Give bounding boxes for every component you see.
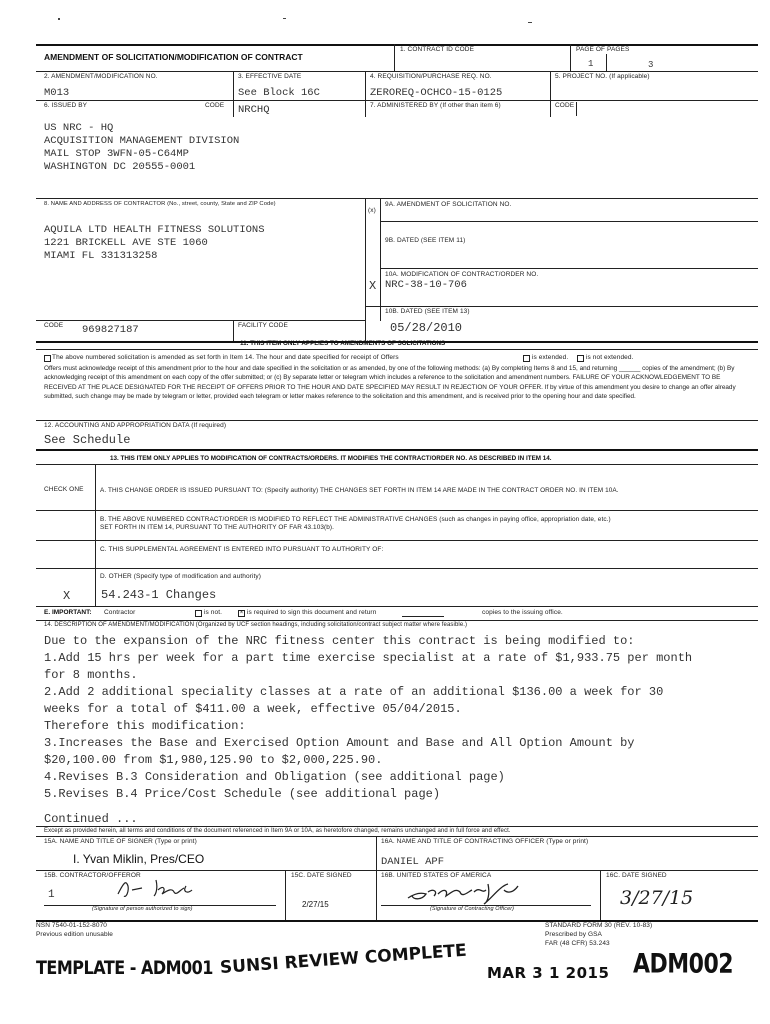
contractor-offeror-label: 15B. CONTRACTOR/OFFEROR xyxy=(44,872,141,879)
item-11-checkbox[interactable] xyxy=(44,355,51,362)
contractor-signature xyxy=(112,876,212,902)
description-line-2: 1.Add 15 hrs per week for a part time exercise specialist at a rate of $1,933.75 per month xyxy=(44,651,693,665)
description-line-10: 5.Revises B.4 Price/Cost Schedule (see additional page) xyxy=(44,787,441,801)
issued-by-line-3: MAIL STOP 3WFN-05-C64MP xyxy=(44,148,189,160)
is-not-label: is not. xyxy=(204,609,223,616)
item-13d-value: 54.243-1 Changes xyxy=(101,588,217,602)
contractor-line-3: MIAMI FL 331313258 xyxy=(44,250,158,262)
item-13b: B. THE ABOVE NUMBERED CONTRACT/ORDER IS MODIFIED TO REFLECT THE ADMINISTRATIVE CHANGES (such as changes in paying office, appropriation date, etc.) SET FORTH IN ITEM 14, PURSUANT TO THE AUTHORITY OF FAR 43.103(b). xyxy=(100,516,611,531)
administered-by-code-label: CODE xyxy=(555,102,575,109)
contracting-officer-label: 16A. NAME AND TITLE OF CONTRACTING OFFICER (Type or print) xyxy=(381,838,589,845)
project-no-label: 5. PROJECT NO. (If applicable) xyxy=(555,73,650,80)
contractor-sig-caption: (Signature of person authorized to sign) xyxy=(92,906,193,912)
block-10-check: X xyxy=(369,279,377,293)
important-contractor: Contractor xyxy=(104,609,136,616)
sunsi-review-stamp: SUNSI REVIEW COMPLETE xyxy=(219,940,468,978)
item-13d: D. OTHER (Specify type of modification and authority) xyxy=(100,573,262,580)
facility-code-label: FACILITY CODE xyxy=(238,322,288,329)
date-signed-16c: 3/27/15 xyxy=(620,887,694,909)
description-line-7: 3.Increases the Base and Exercised Option Amount and Base and All Option Amount by xyxy=(44,736,635,750)
is-required-checkbox[interactable]: × xyxy=(239,610,244,616)
contractor-label: 8. NAME AND ADDRESS OF CONTRACTOR (No., street, county, State and ZIP Code) xyxy=(44,201,276,207)
requisition-no: ZEROREQ-OCHCO-15-0125 xyxy=(370,87,503,99)
description-line-1: Due to the expansion of the NRC fitness center this contract is being modified to: xyxy=(44,634,635,648)
modification-no: NRC-38-10-706 xyxy=(385,279,467,291)
effective-date-label: 3. EFFECTIVE DATE xyxy=(238,73,302,80)
item-11-body: Offers must acknowledge receipt of this amendment prior to the hour and date specified in the solicitation or as amended, by one of the following methods: (a) By completing Items 8 and 15, and returning ______ copies of the amendment; (b) By acknowledging receipt of this amendment on each copy of the offer submitted; or (c) By separate letter or telegram which includes a reference to the solicitation and amendment numbers. FAILURE OF YOUR ACKNOWLEDGEMENT TO BE RECEIVED AT THE PLACE DESIGNATED FOR THE RECEIPT OF OFFERS PRIOR TO THE HOUR AND DATE SPECIFIED MAY RESULT IN REJECTION OF YOUR OFFER. If by virtue of this amendment you desire to change an offer already submitted, such change may be made by telegram or letter, provided each telegram or letter makes reference to the solicitation and this amendment, and is received prior to the opening hour and date specified. xyxy=(44,365,736,400)
except-clause: Except as provided herein, all terms and conditions of the document referenced in Item 9A or 10A, as heretofore changed, remains unchanged and in full force and effect. xyxy=(44,828,511,834)
contract-id-code-label: 1. CONTRACT ID CODE xyxy=(400,46,475,53)
dated-9b-label: 9B. DATED (SEE ITEM 11) xyxy=(385,237,466,244)
dated-10b: 05/28/2010 xyxy=(390,321,463,335)
description-line-3: for 8 months. xyxy=(44,668,138,682)
contractor-mark: 1 xyxy=(48,889,55,901)
is-not-checkbox[interactable] xyxy=(195,610,202,617)
scan-speck xyxy=(283,18,286,19)
is-extended-label: is extended. xyxy=(532,354,569,361)
modification-no-label: 10A. MODIFICATION OF CONTRACT/ORDER NO. xyxy=(385,271,539,278)
description-line-9: 4.Revises B.3 Consideration and Obligation (see additional page) xyxy=(44,770,505,784)
block-9-check: (x) xyxy=(368,207,376,214)
is-not-extended-checkbox[interactable] xyxy=(577,355,584,362)
administered-by-label: 7. ADMINISTERED BY (If other than item 6) xyxy=(370,102,501,109)
copies-label: copies to the issuing office. xyxy=(482,609,563,616)
form-title: AMENDMENT OF SOLICITATION/MODIFICATION OF CONTRACT xyxy=(44,52,303,62)
check-one-label: CHECK ONE xyxy=(44,486,84,493)
far-reference: FAR (48 CFR) 53.243 xyxy=(545,940,610,947)
description-label: 14. DESCRIPTION OF AMENDMENT/MODIFICATION (Organized by UCF section headings, including solicitation/contract subject matter where feasible.) xyxy=(44,622,468,628)
issued-by-code-label: CODE xyxy=(205,102,225,109)
description-line-8: $20,100.00 from $1,980,125.90 to $2,000,225.90. xyxy=(44,753,383,767)
is-not-extended-label: is not extended. xyxy=(586,354,634,361)
date-signed-15c-label: 15C. DATE SIGNED xyxy=(291,872,352,879)
is-extended-checkbox[interactable] xyxy=(523,355,530,362)
date-signed-16c-label: 16C. DATE SIGNED xyxy=(606,872,667,879)
signer-name-label: 15A. NAME AND TITLE OF SIGNER (Type or print) xyxy=(44,838,197,845)
officer-sig-caption: (Signature of Contracting Officer) xyxy=(430,906,515,912)
amendment-solicitation-label: 9A. AMENDMENT OF SOLICITATION NO. xyxy=(385,201,512,208)
effective-date: See Block 16C xyxy=(238,87,320,99)
contracting-officer-name: DANIEL APF xyxy=(381,856,445,868)
accounting-value: See Schedule xyxy=(44,433,131,447)
item-13a: A. THIS CHANGE ORDER IS ISSUED PURSUANT TO: (Specify authority) THE CHANGES SET FORTH IN ITEM 14 ARE MADE IN THE CONTRACT ORDER NO. IN ITEM 10A. xyxy=(100,487,619,494)
important-label: E. IMPORTANT: xyxy=(44,609,92,616)
contractor-code-label: CODE xyxy=(44,322,64,329)
issued-by-code: NRCHQ xyxy=(238,104,270,116)
amendment-no-label: 2. AMENDMENT/MODIFICATION NO. xyxy=(44,73,158,80)
standard-form: STANDARD FORM 30 (REV. 10-83) xyxy=(545,922,653,929)
is-required-label: is required to sign this document and return xyxy=(247,609,377,616)
continued-label: Continued ... xyxy=(44,812,138,826)
adm-stamp: ADM002 xyxy=(633,949,734,980)
accounting-label: 12. ACCOUNTING AND APPROPRIATION DATA (If required) xyxy=(44,422,227,429)
page-label: PAGE OF PAGES xyxy=(576,46,630,53)
received-date-stamp: MAR 3 1 2015 xyxy=(487,964,610,982)
issued-by-label: 6. ISSUED BY xyxy=(44,102,88,109)
page-count: 3 xyxy=(648,60,654,70)
description-line-5: weeks for a total of $411.00 a week, effective 05/04/2015. xyxy=(44,702,462,716)
item-11-line1: The above numbered solicitation is amended as set forth in Item 14. The hour and date specified for receipt of Offers xyxy=(52,354,399,361)
description-line-4: 2.Add 2 additional speciality classes at a rate of an additional $136.00 a week for 30 xyxy=(44,685,664,699)
amendment-no: M013 xyxy=(44,87,70,99)
signer-name: I. Yvan Miklin, Pres/CEO xyxy=(73,852,205,866)
scan-speck xyxy=(58,18,60,20)
item-13d-mark: X xyxy=(63,589,71,603)
template-stamp: TEMPLATE - ADM001 xyxy=(36,956,213,979)
item-13-title: 13. THIS ITEM ONLY APPLIES TO MODIFICATION OF CONTRACTS/ORDERS. IT MODIFIES THE CONTRACT/ORDER NO. AS DESCRIBED IN ITEM 14. xyxy=(110,455,552,462)
issued-by-line-2: ACQUISITION MANAGEMENT DIVISION xyxy=(44,135,240,147)
contractor-code: 969827187 xyxy=(82,324,139,336)
usa-label: 16B. UNITED STATES OF AMERICA xyxy=(381,872,492,879)
date-signed-15c: 2/27/15 xyxy=(302,900,329,909)
prescribed-by: Prescribed by GSA xyxy=(545,931,602,938)
item-11-title: 11. THIS ITEM ONLY APPLIES TO AMENDMENTS OF SOLICITATIONS xyxy=(240,340,446,347)
requisition-no-label: 4. REQUISITION/PURCHASE REQ. NO. xyxy=(370,73,492,80)
contractor-line-2: 1221 BRICKELL AVE STE 1060 xyxy=(44,237,208,249)
description-line-6: Therefore this modification: xyxy=(44,719,246,733)
nsn: NSN 7540-01-152-8070 xyxy=(36,922,108,929)
issued-by-line-1: US NRC - HQ xyxy=(44,122,114,134)
scan-speck xyxy=(528,22,532,23)
previous-edition: Previous edition unusable xyxy=(36,931,113,938)
item-13c: C. THIS SUPPLEMENTAL AGREEMENT IS ENTERED INTO PURSUANT TO AUTHORITY OF: xyxy=(100,546,384,553)
officer-signature xyxy=(404,876,544,906)
dated-10b-label: 10B. DATED (SEE ITEM 13) xyxy=(385,308,470,315)
contractor-line-1: AQUILA LTD HEALTH FITNESS SOLUTIONS xyxy=(44,224,265,236)
page-number: 1 xyxy=(588,59,594,69)
issued-by-line-4: WASHINGTON DC 20555-0001 xyxy=(44,161,196,173)
